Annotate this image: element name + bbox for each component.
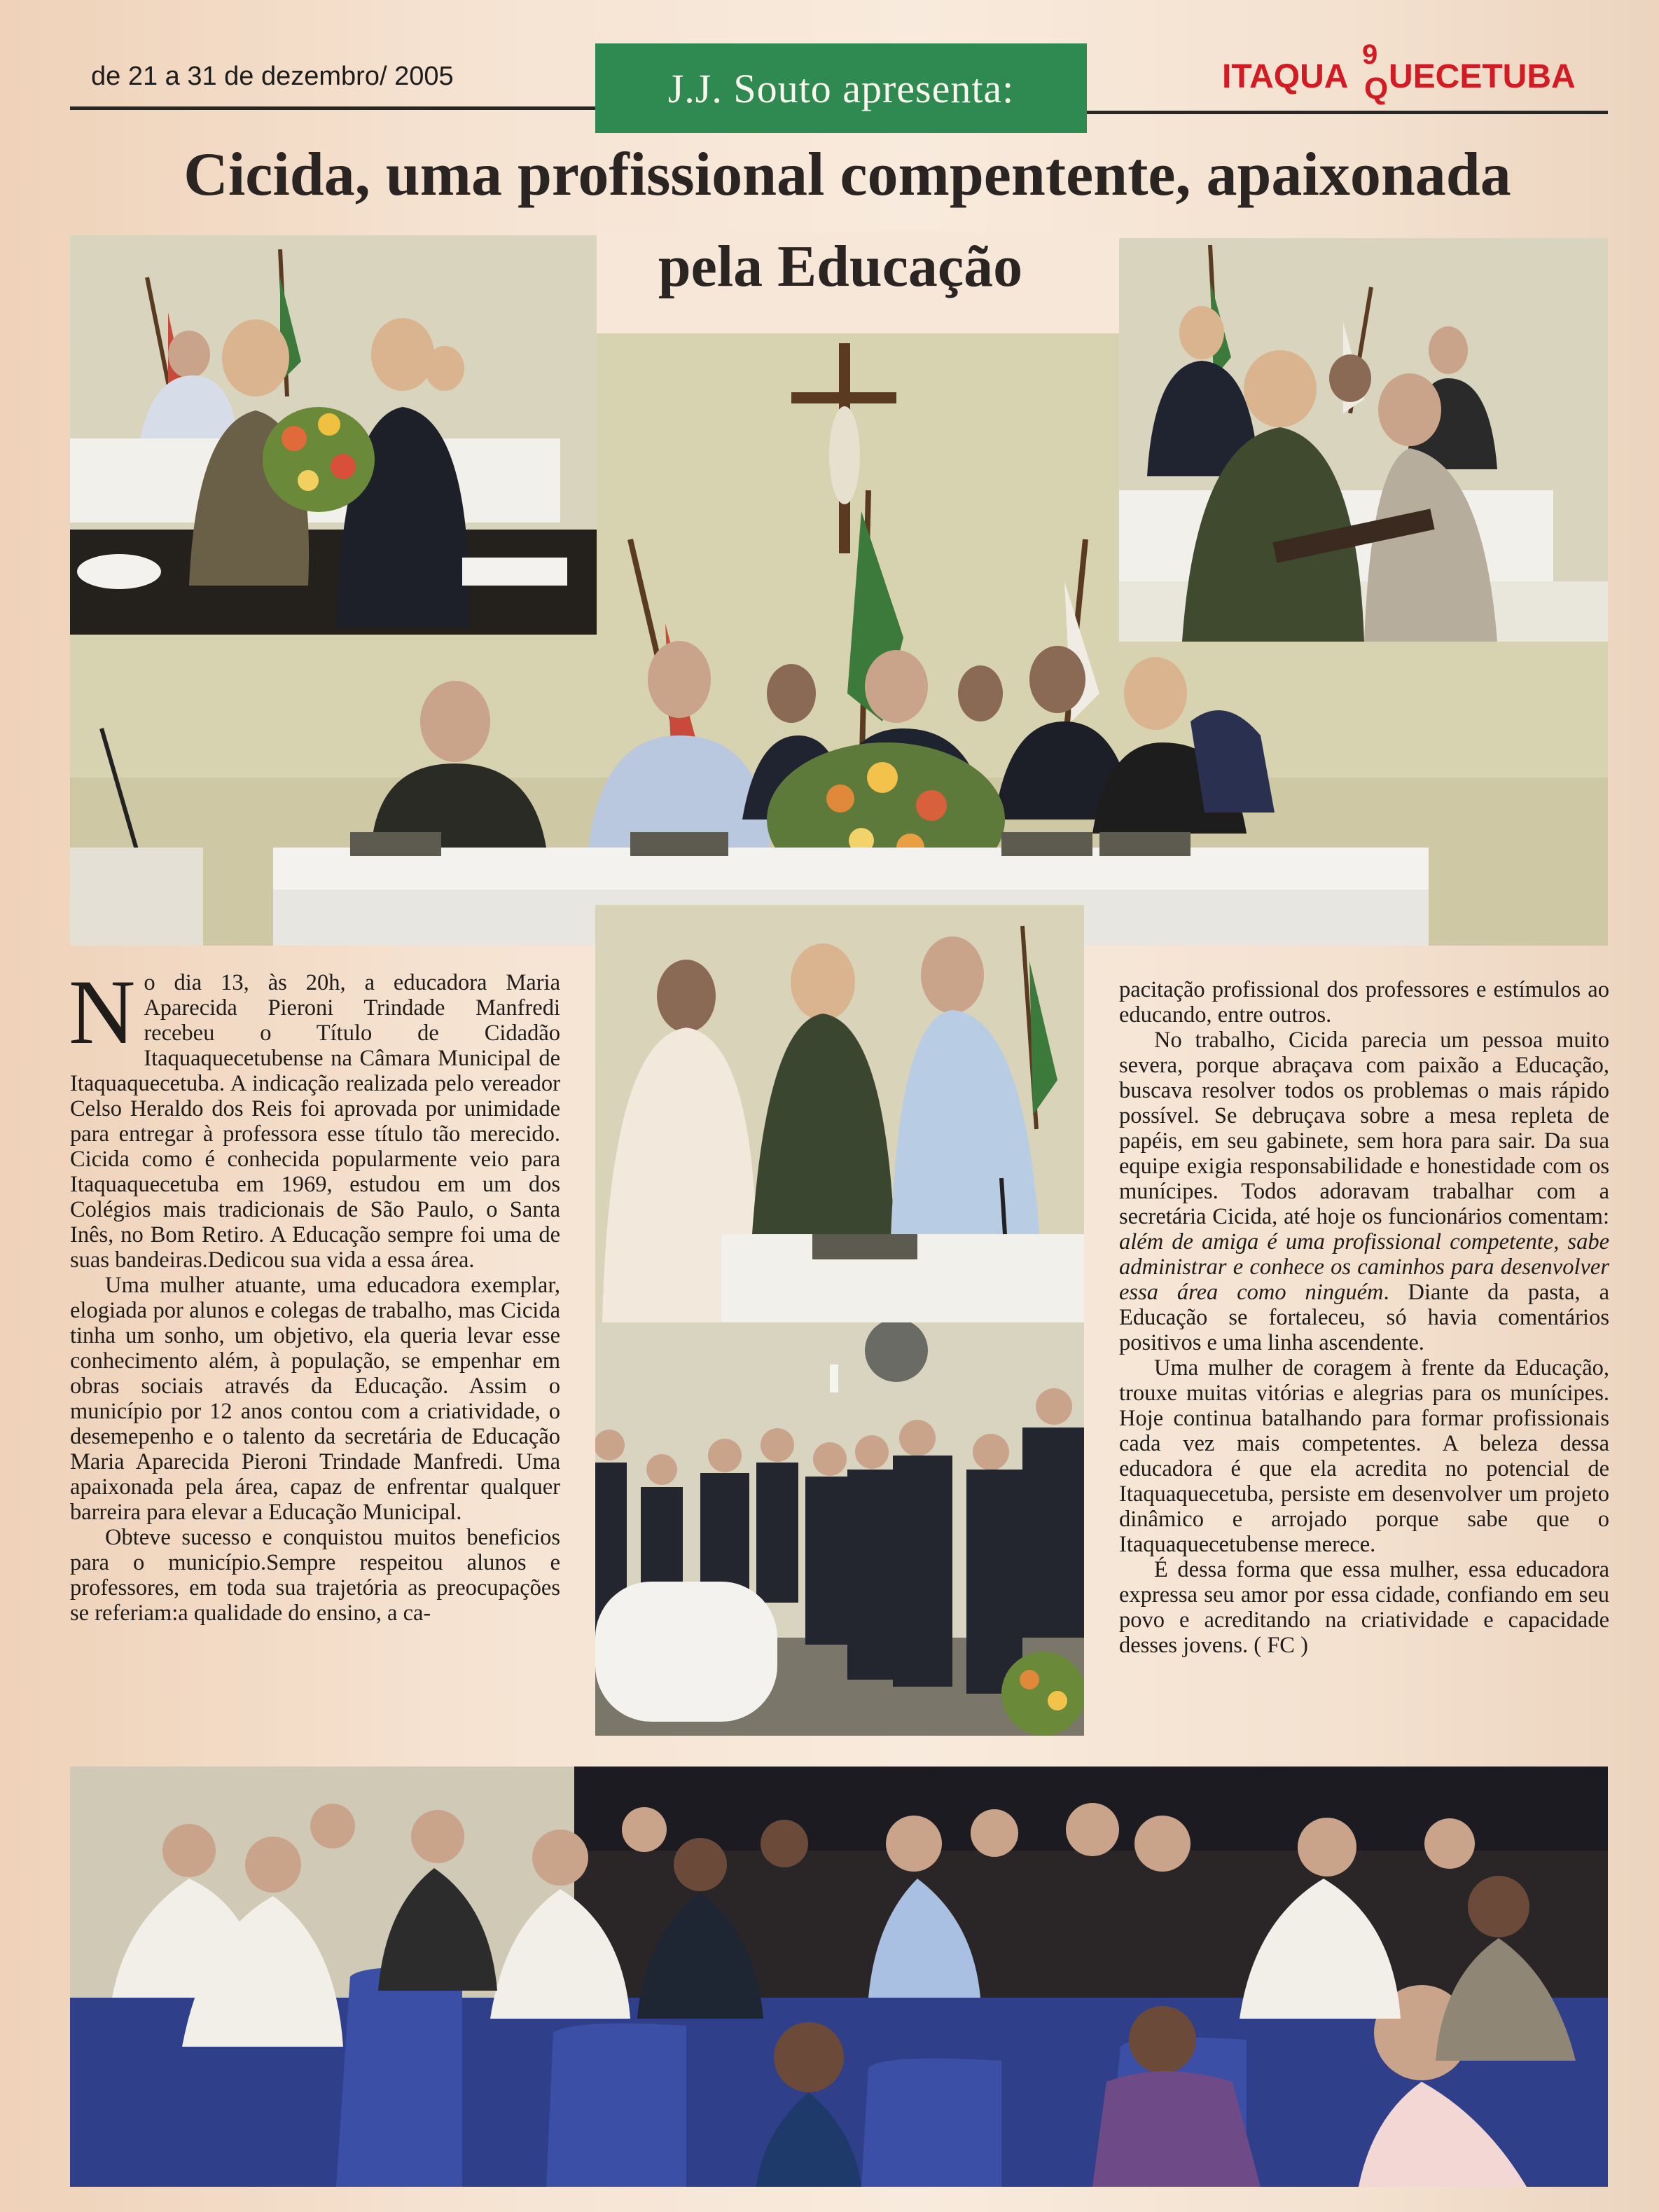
paragraph-6: Uma mulher de coragem à frente da Educação, trouxe muitas vitórias e alegrias para os munícipes. Hoje continua batalhando para formar profissionais cada vez mais competentes. A beleza dessa educadora é que ela acredita no potencial de Itaquaquecetuba, persiste em desenvolver um projeto dinâmico e arrojado porque sabe que o Itaquaquecetubense merece. <box>1119 1355 1609 1557</box>
photo-audience <box>70 1767 1608 2187</box>
header-rule-left <box>70 106 597 110</box>
photo-flowers-handover <box>70 235 597 635</box>
article-column-1 <box>69 960 560 1626</box>
paragraph-5 <box>1119 1028 1609 1355</box>
paragraph-1 <box>69 960 560 1273</box>
headline-line-2: pela Educação <box>658 234 1023 299</box>
masthead <box>1222 41 1614 125</box>
paragraph-5-start: No trabalho, Cicida parecia um pessoa muito severa, porque abraçava com paixão a Educação, buscava resolver todos os problemas o mais rápido possível. Se debruçava sobre a mesa repleta de papéis, em seu gabinete, sem hora para sair. Da sua equipe exigia responsabilidade e honestidade com os munícipes. Todos adoravam trabalhar com a secretária Cicida, até hoje os funcionários comentam: <box>1119 1028 1609 1229</box>
photo-certificate-handover <box>1119 238 1608 642</box>
section-banner: J.J. Souto apresenta: <box>595 43 1087 133</box>
page-number: 9 <box>1362 39 1378 70</box>
headline: Cicida, uma profissional compentente, apaixonada <box>183 141 1511 209</box>
masthead-right: UECETUBA <box>1389 58 1576 95</box>
photo-group-standing <box>595 1322 1084 1736</box>
quote-text: além de amiga é uma profissional competente, sabe administrar e conhece os caminhos para desenvolver essa área como ninguém <box>1119 1229 1609 1305</box>
article-column-2 <box>1119 977 1609 1658</box>
paragraph-4: pacitação profissional dos professores e estímulos ao educando, entre outros. <box>1119 977 1609 1028</box>
photo-three-people <box>595 905 1084 1322</box>
paragraph-3: Obteve sucesso e conquistou muitos beneficios para o município.Sempre respeitou alunos e professores, em toda sua trajetória as preocupações se referiam:a qualidade do ensino, a ca- <box>70 1525 560 1626</box>
paragraph-1-text: o dia 13, às 20h, a educadora Maria Aparecida Pieroni Trindade Manfredi recebeu o Título de Cidadão Itaquaquecetubense na Câmara Municipal de Itaquaquecetuba. A indicação realizada pelo vereador Celso Heraldo dos Reis foi aprovada por unimidade para entregar à professora esse título tão merecido. Cicida como é conhecida popularmente veio para Itaquaquecetuba em 1969, estudou em um dos Colégios mais tradicionais de São Paulo, o Santa Inês, no Bom Retiro. A Educação sempre foi uma de suas bandeiras.Dedicou sua vida a essa área. <box>70 970 560 1273</box>
masthead-q: Q <box>1364 71 1389 106</box>
paragraph-7: É dessa forma que essa mulher, essa educadora expressa seu amor por essa cidade, confiando em seu povo e acreditando na criatividade e capacidade desses jovens. ( FC ) <box>1119 1557 1609 1658</box>
drop-cap: N <box>69 960 136 1063</box>
issue-date: de 21 a 31 de dezembro/ 2005 <box>91 62 454 91</box>
masthead-left: ITAQUA <box>1222 58 1349 95</box>
paragraph-5-end: . Diante da pasta, a Educação se fortaleceu, só havia comentários positivos e uma linha ascendente. <box>1119 1280 1609 1355</box>
paragraph-2: Uma mulher atuante, uma educadora exemplar, elogiada por alunos e colegas de trabalho, mas Cicida tinha um sonho, um objetivo, ela queria levar esse conhecimento além, à população, se empenhar em obras sociais através da Educação. Assim o município por 12 anos contou com a criatividade, o desemepenho e o talento da secretária de Educação Maria Aparecida Pieroni Trindade Manfredi. Uma apaixonada pela área, capaz de enfrentar qualquer barreira para elevar a Educação Municipal. <box>70 1273 560 1525</box>
